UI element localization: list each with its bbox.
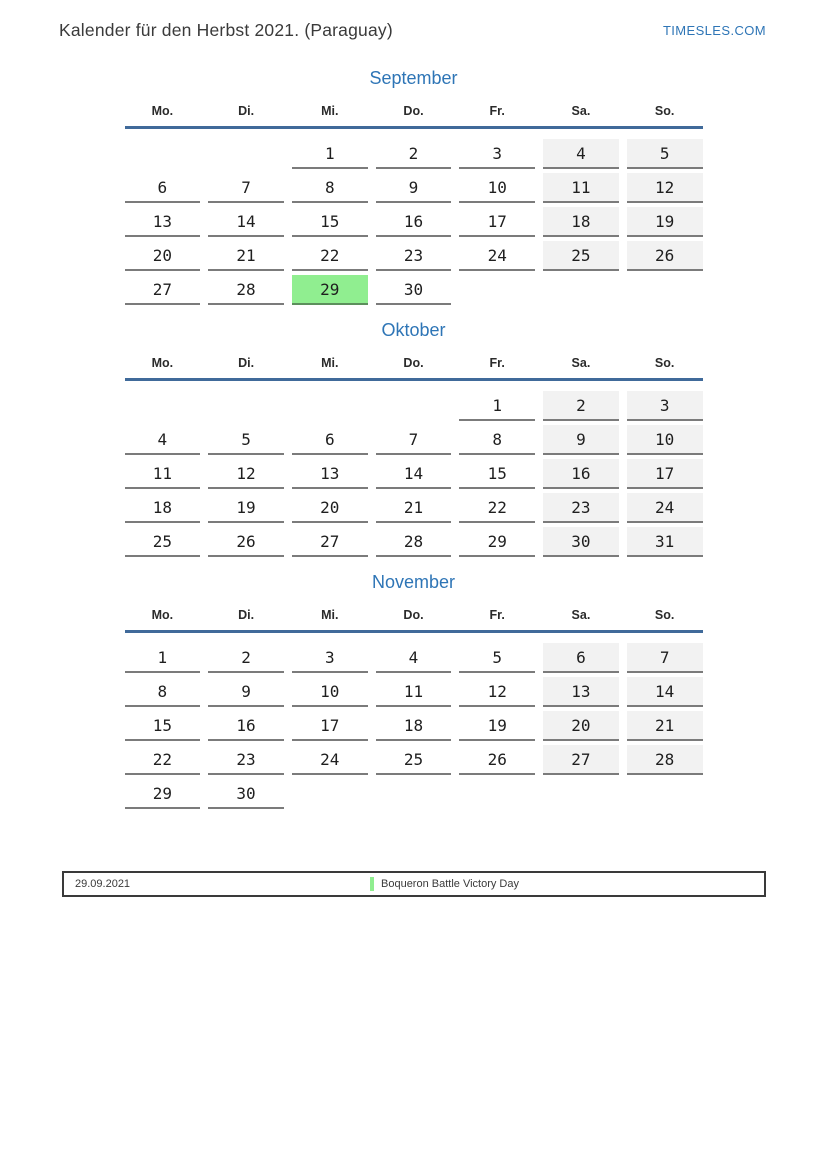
day-cell: 27 bbox=[292, 527, 368, 557]
week-row bbox=[125, 493, 703, 523]
week-row bbox=[125, 527, 703, 557]
day-cell: 21 bbox=[208, 241, 284, 271]
month-title: September bbox=[369, 68, 458, 88]
month-title: Oktober bbox=[381, 320, 446, 340]
empty-cell bbox=[292, 779, 368, 809]
day-cell: 9 bbox=[376, 173, 452, 203]
day-cell: 7 bbox=[376, 425, 452, 455]
legend-box bbox=[62, 871, 766, 897]
empty-cell bbox=[627, 275, 703, 305]
weekday-header bbox=[125, 608, 703, 633]
day-cell: 30 bbox=[208, 779, 284, 809]
day-cell: 11 bbox=[543, 173, 619, 203]
day-cell: 30 bbox=[543, 527, 619, 557]
day-cell: 14 bbox=[627, 677, 703, 707]
week-row bbox=[125, 391, 703, 421]
day-cell: 1 bbox=[125, 643, 201, 673]
day-cell: 9 bbox=[543, 425, 619, 455]
day-cell: 12 bbox=[627, 173, 703, 203]
day-cell: 3 bbox=[459, 139, 535, 169]
day-cell: 28 bbox=[208, 275, 284, 305]
day-cell: 29 bbox=[125, 779, 201, 809]
week-row bbox=[125, 779, 703, 809]
weekday-label: Fr. bbox=[489, 104, 505, 118]
week-row bbox=[125, 173, 703, 203]
day-cell: 16 bbox=[543, 459, 619, 489]
week-row bbox=[125, 677, 703, 707]
legend-holiday-label: Boqueron Battle Victory Day bbox=[381, 878, 519, 890]
day-cell: 26 bbox=[208, 527, 284, 557]
weekday-label: Do. bbox=[403, 356, 424, 370]
day-cell: 8 bbox=[292, 173, 368, 203]
empty-cell bbox=[543, 275, 619, 305]
day-cell: 17 bbox=[292, 711, 368, 741]
week-row bbox=[125, 241, 703, 271]
weekday-label: Sa. bbox=[571, 356, 591, 370]
day-cell: 10 bbox=[459, 173, 535, 203]
week-row bbox=[125, 459, 703, 489]
weekday-label: Mi. bbox=[321, 356, 339, 370]
weekday-label: Sa. bbox=[571, 608, 591, 622]
day-cell: 4 bbox=[125, 425, 201, 455]
day-cell: 11 bbox=[125, 459, 201, 489]
month-grid bbox=[125, 129, 703, 305]
day-cell: 10 bbox=[627, 425, 703, 455]
weekday-label: Di. bbox=[238, 608, 255, 622]
day-cell: 25 bbox=[543, 241, 619, 271]
legend-item bbox=[370, 877, 519, 891]
day-cell: 22 bbox=[292, 241, 368, 271]
day-cell: 19 bbox=[459, 711, 535, 741]
weekday-label: So. bbox=[654, 356, 675, 370]
empty-cell bbox=[376, 391, 452, 421]
day-cell: 1 bbox=[459, 391, 535, 421]
month-november bbox=[125, 572, 703, 809]
day-cell: 20 bbox=[292, 493, 368, 523]
day-cell: 5 bbox=[627, 139, 703, 169]
day-cell: 12 bbox=[459, 677, 535, 707]
day-cell: 31 bbox=[627, 527, 703, 557]
day-cell: 7 bbox=[208, 173, 284, 203]
empty-cell bbox=[292, 391, 368, 421]
day-cell: 11 bbox=[376, 677, 452, 707]
week-row bbox=[125, 425, 703, 455]
day-cell: 5 bbox=[459, 643, 535, 673]
weekday-label: So. bbox=[654, 104, 675, 118]
day-cell: 29 bbox=[292, 275, 368, 305]
empty-cell bbox=[627, 779, 703, 809]
empty-cell bbox=[543, 779, 619, 809]
day-cell: 19 bbox=[627, 207, 703, 237]
day-cell: 22 bbox=[459, 493, 535, 523]
day-cell: 29 bbox=[459, 527, 535, 557]
page-title: Kalender für den Herbst 2021. (Paraguay) bbox=[59, 20, 393, 40]
month-september bbox=[125, 68, 703, 305]
day-cell: 26 bbox=[459, 745, 535, 775]
day-cell: 24 bbox=[292, 745, 368, 775]
day-cell: 26 bbox=[627, 241, 703, 271]
day-cell: 21 bbox=[627, 711, 703, 741]
day-cell: 2 bbox=[543, 391, 619, 421]
empty-cell bbox=[459, 779, 535, 809]
weekday-label: Do. bbox=[403, 104, 424, 118]
month-grid bbox=[125, 381, 703, 557]
day-cell: 16 bbox=[208, 711, 284, 741]
weekday-label: Mo. bbox=[151, 608, 174, 622]
day-cell: 15 bbox=[292, 207, 368, 237]
day-cell: 10 bbox=[292, 677, 368, 707]
weekday-label: Sa. bbox=[571, 104, 591, 118]
day-cell: 16 bbox=[376, 207, 452, 237]
empty-cell bbox=[208, 139, 284, 169]
month-grid bbox=[125, 633, 703, 809]
day-cell: 18 bbox=[376, 711, 452, 741]
weekday-label: Mi. bbox=[321, 104, 339, 118]
empty-cell bbox=[459, 275, 535, 305]
page-header bbox=[0, 0, 827, 41]
day-cell: 14 bbox=[376, 459, 452, 489]
week-row bbox=[125, 207, 703, 237]
weekday-label: Do. bbox=[403, 608, 424, 622]
day-cell: 15 bbox=[125, 711, 201, 741]
site-link[interactable]: TIMESLES.COM bbox=[662, 23, 766, 38]
weekday-label: Di. bbox=[238, 104, 255, 118]
day-cell: 15 bbox=[459, 459, 535, 489]
week-row bbox=[125, 711, 703, 741]
month-oktober bbox=[125, 320, 703, 557]
day-cell: 23 bbox=[208, 745, 284, 775]
weekday-label: Fr. bbox=[489, 608, 505, 622]
day-cell: 13 bbox=[292, 459, 368, 489]
day-cell: 25 bbox=[376, 745, 452, 775]
week-row bbox=[125, 745, 703, 775]
day-cell: 3 bbox=[627, 391, 703, 421]
day-cell: 22 bbox=[125, 745, 201, 775]
day-cell: 20 bbox=[125, 241, 201, 271]
day-cell: 13 bbox=[543, 677, 619, 707]
weekday-header bbox=[125, 356, 703, 381]
day-cell: 27 bbox=[125, 275, 201, 305]
empty-cell bbox=[376, 779, 452, 809]
week-row bbox=[125, 275, 703, 305]
day-cell: 28 bbox=[376, 527, 452, 557]
weekday-label: Di. bbox=[238, 356, 255, 370]
day-cell: 4 bbox=[543, 139, 619, 169]
day-cell: 17 bbox=[627, 459, 703, 489]
day-cell: 6 bbox=[125, 173, 201, 203]
day-cell: 30 bbox=[376, 275, 452, 305]
weekday-label: Mo. bbox=[151, 356, 174, 370]
week-row bbox=[125, 139, 703, 169]
day-cell: 5 bbox=[208, 425, 284, 455]
day-cell: 2 bbox=[376, 139, 452, 169]
day-cell: 24 bbox=[627, 493, 703, 523]
day-cell: 8 bbox=[459, 425, 535, 455]
weekday-header bbox=[125, 104, 703, 129]
empty-cell bbox=[208, 391, 284, 421]
month-title: November bbox=[371, 572, 456, 592]
day-cell: 13 bbox=[125, 207, 201, 237]
day-cell: 18 bbox=[543, 207, 619, 237]
day-cell: 23 bbox=[543, 493, 619, 523]
day-cell: 17 bbox=[459, 207, 535, 237]
day-cell: 7 bbox=[627, 643, 703, 673]
day-cell: 2 bbox=[208, 643, 284, 673]
calendar bbox=[125, 41, 703, 809]
empty-cell bbox=[125, 391, 201, 421]
day-cell: 6 bbox=[292, 425, 368, 455]
day-cell: 14 bbox=[208, 207, 284, 237]
day-cell: 21 bbox=[376, 493, 452, 523]
day-cell: 20 bbox=[543, 711, 619, 741]
day-cell: 3 bbox=[292, 643, 368, 673]
day-cell: 1 bbox=[292, 139, 368, 169]
weekday-label: Mo. bbox=[151, 104, 174, 118]
day-cell: 12 bbox=[208, 459, 284, 489]
day-cell: 19 bbox=[208, 493, 284, 523]
day-cell: 27 bbox=[543, 745, 619, 775]
weekday-label: Fr. bbox=[489, 356, 505, 370]
day-cell: 4 bbox=[376, 643, 452, 673]
day-cell: 18 bbox=[125, 493, 201, 523]
day-cell: 24 bbox=[459, 241, 535, 271]
week-row bbox=[125, 643, 703, 673]
day-cell: 6 bbox=[543, 643, 619, 673]
legend-date: 29.09.2021 bbox=[75, 878, 131, 890]
empty-cell bbox=[125, 139, 201, 169]
weekday-label: Mi. bbox=[321, 608, 339, 622]
day-cell: 25 bbox=[125, 527, 201, 557]
day-cell: 8 bbox=[125, 677, 201, 707]
day-cell: 23 bbox=[376, 241, 452, 271]
day-cell: 9 bbox=[208, 677, 284, 707]
day-cell: 28 bbox=[627, 745, 703, 775]
weekday-label: So. bbox=[654, 608, 675, 622]
holiday-marker-icon bbox=[370, 877, 374, 891]
